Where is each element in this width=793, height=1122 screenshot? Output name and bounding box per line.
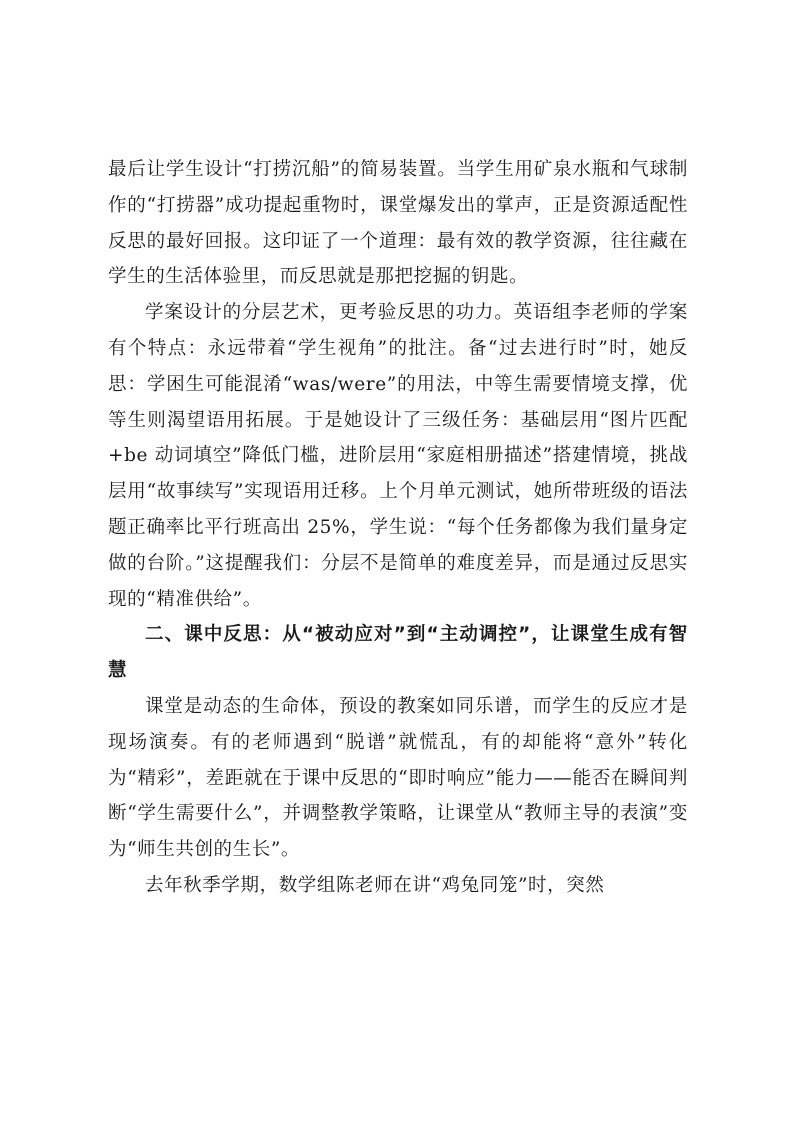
paragraph-example-start: 去年秋季学期，数学组陈老师在讲“鸡兔同笼”时，突然 — [145, 874, 605, 896]
document-body — [108, 152, 688, 904]
section-heading: 二、课中反思：从“被动应对”到“主动调控”，让课堂生成有智慧 — [108, 624, 688, 682]
paragraph-layered-design: 学案设计的分层艺术，更考验反思的功力。英语组李老师的学案有个特点：永远带着“学生视角”的批注。备“过去进行时”时，她反思：学困生可能混淆“was/were”的用法，中等生需要情境支撑，优等生则渴望语用拓展。于是她设计了三级任务：基础层用“图片匹配+be 动词填空”降低门槛，进阶层用“家庭相册描述”搭建情境，挑战层用“故事续写”实现语用迁移。上个月单元测试，她所带班级的语法题正确率比平行班高出 25%，学生说：“每个任务都像为我们量身定做的台阶。”这提醒我们：分层不是简单的难度差异，而是通过反思实现的“精准供给”。 — [108, 302, 688, 610]
paragraph-classroom-dynamics: 课堂是动态的生命体，预设的教案如同乐谱，而学生的反应才是现场演奏。有的老师遇到“脱谱”就慌乱，有的却能将“意外”转化为“精彩”，差距就在于课中反思的“即时响应”能力——能否在瞬间判断“学生需要什么”，并调整教学策略，让课堂从“教师主导的表演”变为“师生共创的生长”。 — [108, 695, 688, 861]
paragraph-continuation: 最后让学生设计“打捞沉船”的简易装置。当学生用矿泉水瓶和气球制作的“打捞器”成功提起重物时，课堂爆发出的掌声，正是资源适配性反思的最好回报。这印证了一个道理：最有效的教学资源，往往藏在学生的生活体验里，而反思就是那把挖掘的钥匙。 — [108, 159, 688, 288]
